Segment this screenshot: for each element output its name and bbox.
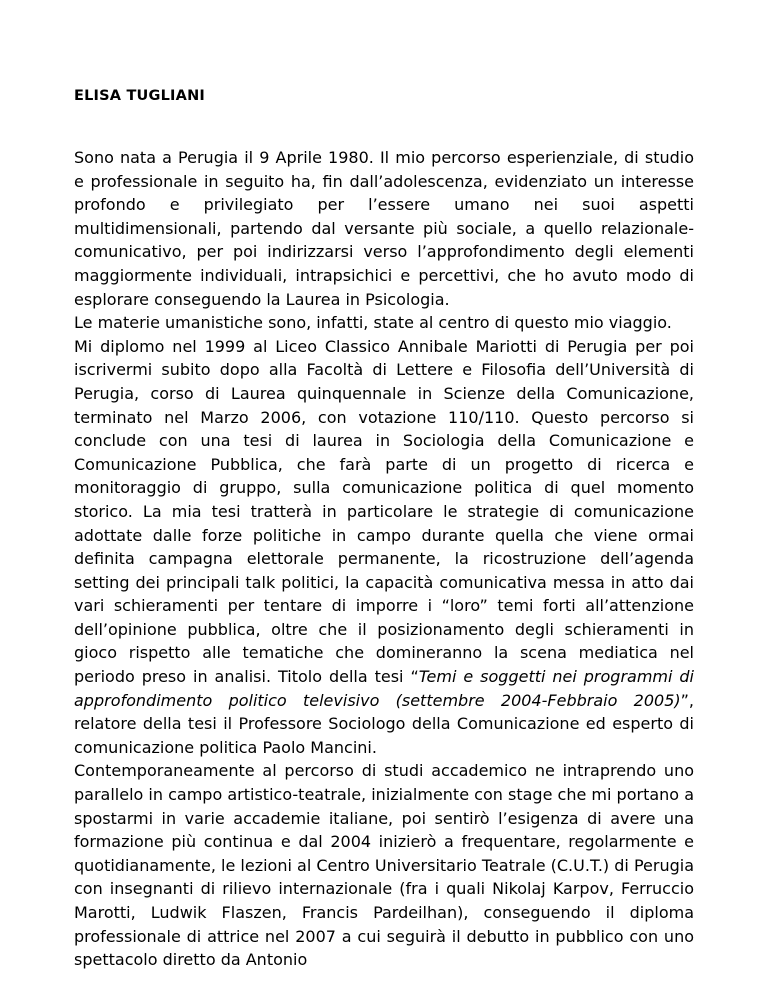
- thesis-title: Temi e soggetti nei programmi di approfondimento politico televisivo (settembre 2004-Febbraio 2005): [74, 667, 694, 710]
- paragraph-theatre: [74, 759, 694, 971]
- document-title: ELISA TUGLIANI: [74, 88, 206, 104]
- paragraph-text: Le materie umanistiche sono, infatti, state al centro di questo mio viaggio.: [74, 313, 672, 333]
- paragraph-text: Contemporaneamente al percorso di studi accademico ne intraprendo uno parallelo in campo artistico-teatrale, inizialmente con stage che mi portano a spostarmi in varie accademie italiane, poi sentirò l’esigenza di avere una formazione più continua e dal 2004 inizierò a frequentare, regolarmente e quotidianamente, le lezioni al Centro Universitario Teatrale (C.U.T.) di Perugia con insegnanti di rilievo internazionale (fra i quali Nikolaj Karpov, Ferruccio Marotti, Ludwik Flaszen, Francis Pardeilhan), conseguendo il diploma professionale di attrice nel 2007 a cui seguirà il debutto in pubblico con uno spettacolo diretto da Antonio: [74, 761, 694, 970]
- paragraph-education: [74, 335, 694, 760]
- paragraph-intro: [74, 146, 694, 311]
- paragraph-humanities: [74, 311, 694, 335]
- paragraph-text: ”, relatore della tesi il Professore Sociologo della Comunicazione ed esperto di comunicazione politica Paolo Mancini.: [74, 690, 694, 757]
- document-body: [74, 146, 694, 972]
- paragraph-text: Mi diplomo nel 1999 al Liceo Classico Annibale Mariotti di Perugia per poi iscrivermi subito dopo alla Facoltà di Lettere e Filosofia dell’Università di Perugia, corso di Laurea quinquennale in Scienze della Comunicazione, terminato nel Marzo 2006, con votazione 110/110. Questo percorso si conclude con una tesi di laurea in Sociologia della Comunicazione e Comunicazione Pubblica, che farà parte di un progetto di ricerca e monitoraggio di gruppo, sulla comunicazione politica di quel momento storico. La mia tesi tratterà in particolare le strategie di comunicazione adottate dalle forze politiche in campo durante quella che viene ormai definita campagna elettorale permanente, la ricostruzione dell’agenda setting dei principali talk politici, la capacità comunicativa messa in atto dai vari schieramenti per tentare di imporre i “loro” temi forti all’attenzione dell’opinione pubblica, oltre che il posizionamento degli schieramenti in gioco rispetto alle tematiche che domineranno la scena mediatica nel periodo preso in analisi. Titolo della tesi “: [74, 336, 694, 687]
- paragraph-text: Sono nata a Perugia il 9 Aprile 1980. Il mio percorso esperienziale, di studio e professionale in seguito ha, fin dall’adolescenza, evidenziato un interesse profondo e privilegiato per l’essere umano nei suoi aspetti multidimensionali, partendo dal versante più sociale, a quello relazionale-comunicativo, per poi indirizzarsi verso l’approfondimento degli elementi maggiormente individuali, intrapsichici e percettivi, che ho avuto modo di esplorare conseguendo la Laurea in Psicologia.: [74, 148, 694, 309]
